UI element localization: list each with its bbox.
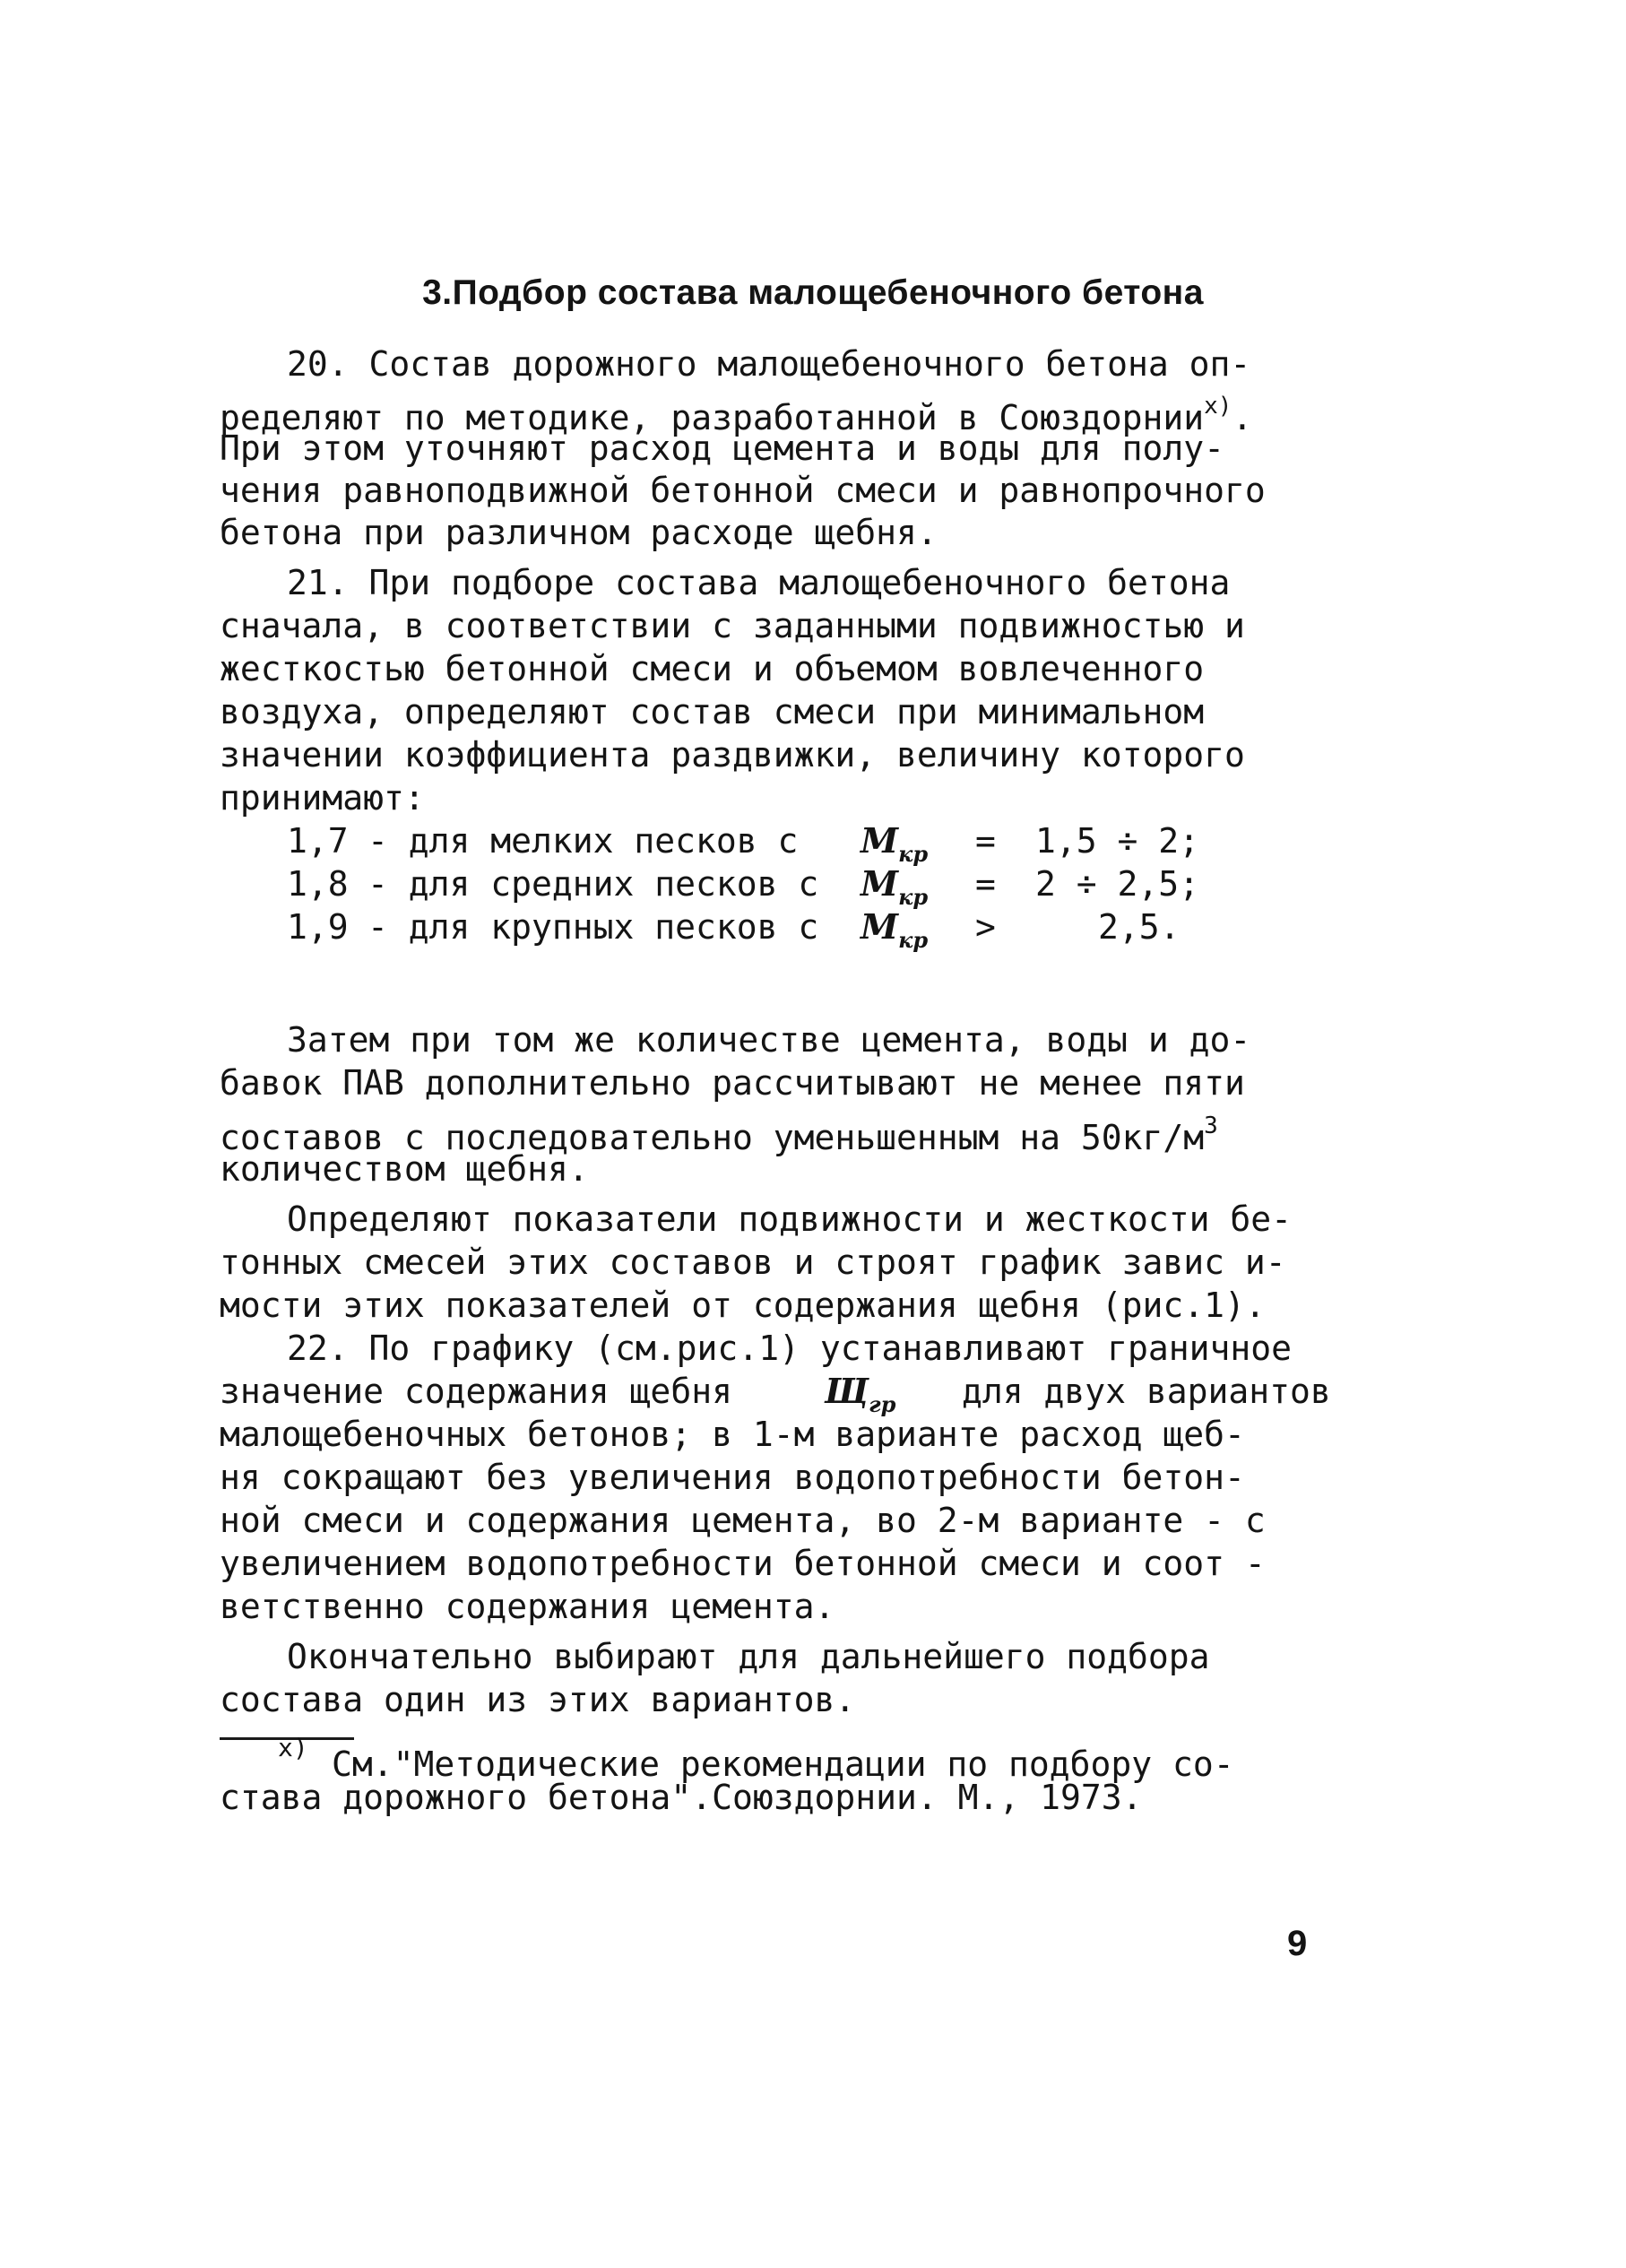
fineness-modulus-symbol: $М_{кр}$: [861, 863, 929, 910]
paragraph-text: .: [1232, 398, 1253, 437]
paragraph-line: 22. По графику (см.рис.1) устанавливают граничное: [287, 1329, 1293, 1368]
ratio-coefficient: 1,8: [287, 864, 349, 904]
paragraph-line: значение содержания щебня: [220, 1372, 732, 1411]
paragraph-line: 21. При подборе состава малощебеночного бетона: [287, 563, 1231, 602]
ratio-coefficient: 1,7: [287, 821, 349, 861]
section-heading: 3.Подбор состава малощебеночного бетона: [422, 273, 1204, 312]
ratio-label: - для мелких песков с: [368, 821, 799, 861]
unit-power: 3: [1204, 1112, 1218, 1139]
paragraph-line: Определяют показатели подвижности и жесткости бе-: [287, 1199, 1293, 1239]
paragraph-line: количеством щебня.: [220, 1149, 589, 1189]
paragraph-text: ределяют по методике, разработанной в Союздорнии: [220, 398, 1205, 437]
ratio-value: 1,5 ÷ 2;: [1035, 821, 1200, 861]
paragraph-text: составов с последовательно уменьшенным на 50кг/м: [220, 1118, 1205, 1157]
paragraph-line: Окончательно выбирают для дальнейшего подбора: [287, 1637, 1210, 1676]
paragraph-line: малощебеночных бетонов; в 1-м варианте расход щеб-: [220, 1415, 1245, 1454]
paragraph-line: принимают:: [220, 778, 425, 818]
paragraph-line: чения равноподвижной бетонной смеси и равнопрочного: [220, 471, 1266, 510]
paragraph-line: 20. Состав дорожного малощебеночного бетона оп-: [287, 344, 1251, 384]
page-number: 9: [1287, 1924, 1308, 1963]
ratio-value: 2 ÷ 2,5;: [1035, 864, 1200, 904]
paragraph-line: ня сокращают без увеличения водопотребности бетон-: [220, 1458, 1245, 1497]
fineness-modulus-symbol: $М_{кр}$: [861, 820, 929, 867]
footnote-line: См."Методические рекомендации по подбору со-: [332, 1744, 1234, 1784]
paragraph-line: бетона при различном расходе щебня.: [220, 513, 938, 552]
paragraph-line: жесткостью бетонной смеси и объемом вовлеченного: [220, 649, 1205, 688]
ratio-label: - для средних песков с: [368, 864, 819, 904]
paragraph-line: бавок ПАВ дополнительно рассчитывают не менее пяти: [220, 1063, 1245, 1103]
paragraph-line: мости этих показателей от содержания щебня (рис.1).: [220, 1285, 1266, 1325]
paragraph-line: сначала, в соответствии с заданными подвижностью и: [220, 606, 1245, 645]
paragraph-line: ной смеси и содержания цемента, во 2-м варианте - с: [220, 1501, 1266, 1540]
ratio-operator: >: [975, 907, 996, 947]
fineness-modulus-symbol: $М_{кр}$: [861, 906, 929, 953]
paragraph-line: При этом уточняют расход цемента и воды для полу-: [220, 428, 1225, 468]
paragraph-line: тонных смесей этих составов и строят график завис и-: [220, 1242, 1286, 1282]
footnote-marker: x): [1204, 393, 1232, 420]
paragraph-line: ветственно содержания цемента.: [220, 1587, 835, 1626]
footnote-line: става дорожного бетона".Союздорнии. М., 1973.: [220, 1778, 1143, 1817]
ratio-operator: =: [975, 821, 996, 861]
ratio-value: 2,5.: [1098, 907, 1181, 947]
ratio-operator: =: [975, 864, 996, 904]
gravel-limit-symbol: $Щ_{гр}$: [825, 1371, 896, 1417]
paragraph-line: Затем при том же количестве цемента, воды и до-: [287, 1020, 1251, 1060]
paragraph-line: для двух вариантов: [962, 1372, 1331, 1411]
paragraph-line: значении коэффициента раздвижки, величину которого: [220, 735, 1245, 775]
paragraph-line: состава один из этих вариантов.: [220, 1680, 856, 1719]
footnote-marker: x): [278, 1733, 308, 1762]
paragraph-line: воздуха, определяют состав смеси при минимальном: [220, 692, 1205, 731]
paragraph-line: увеличением водопотребности бетонной смеси и соот -: [220, 1544, 1266, 1583]
ratio-label: - для крупных песков с: [368, 907, 819, 947]
ratio-coefficient: 1,9: [287, 907, 349, 947]
